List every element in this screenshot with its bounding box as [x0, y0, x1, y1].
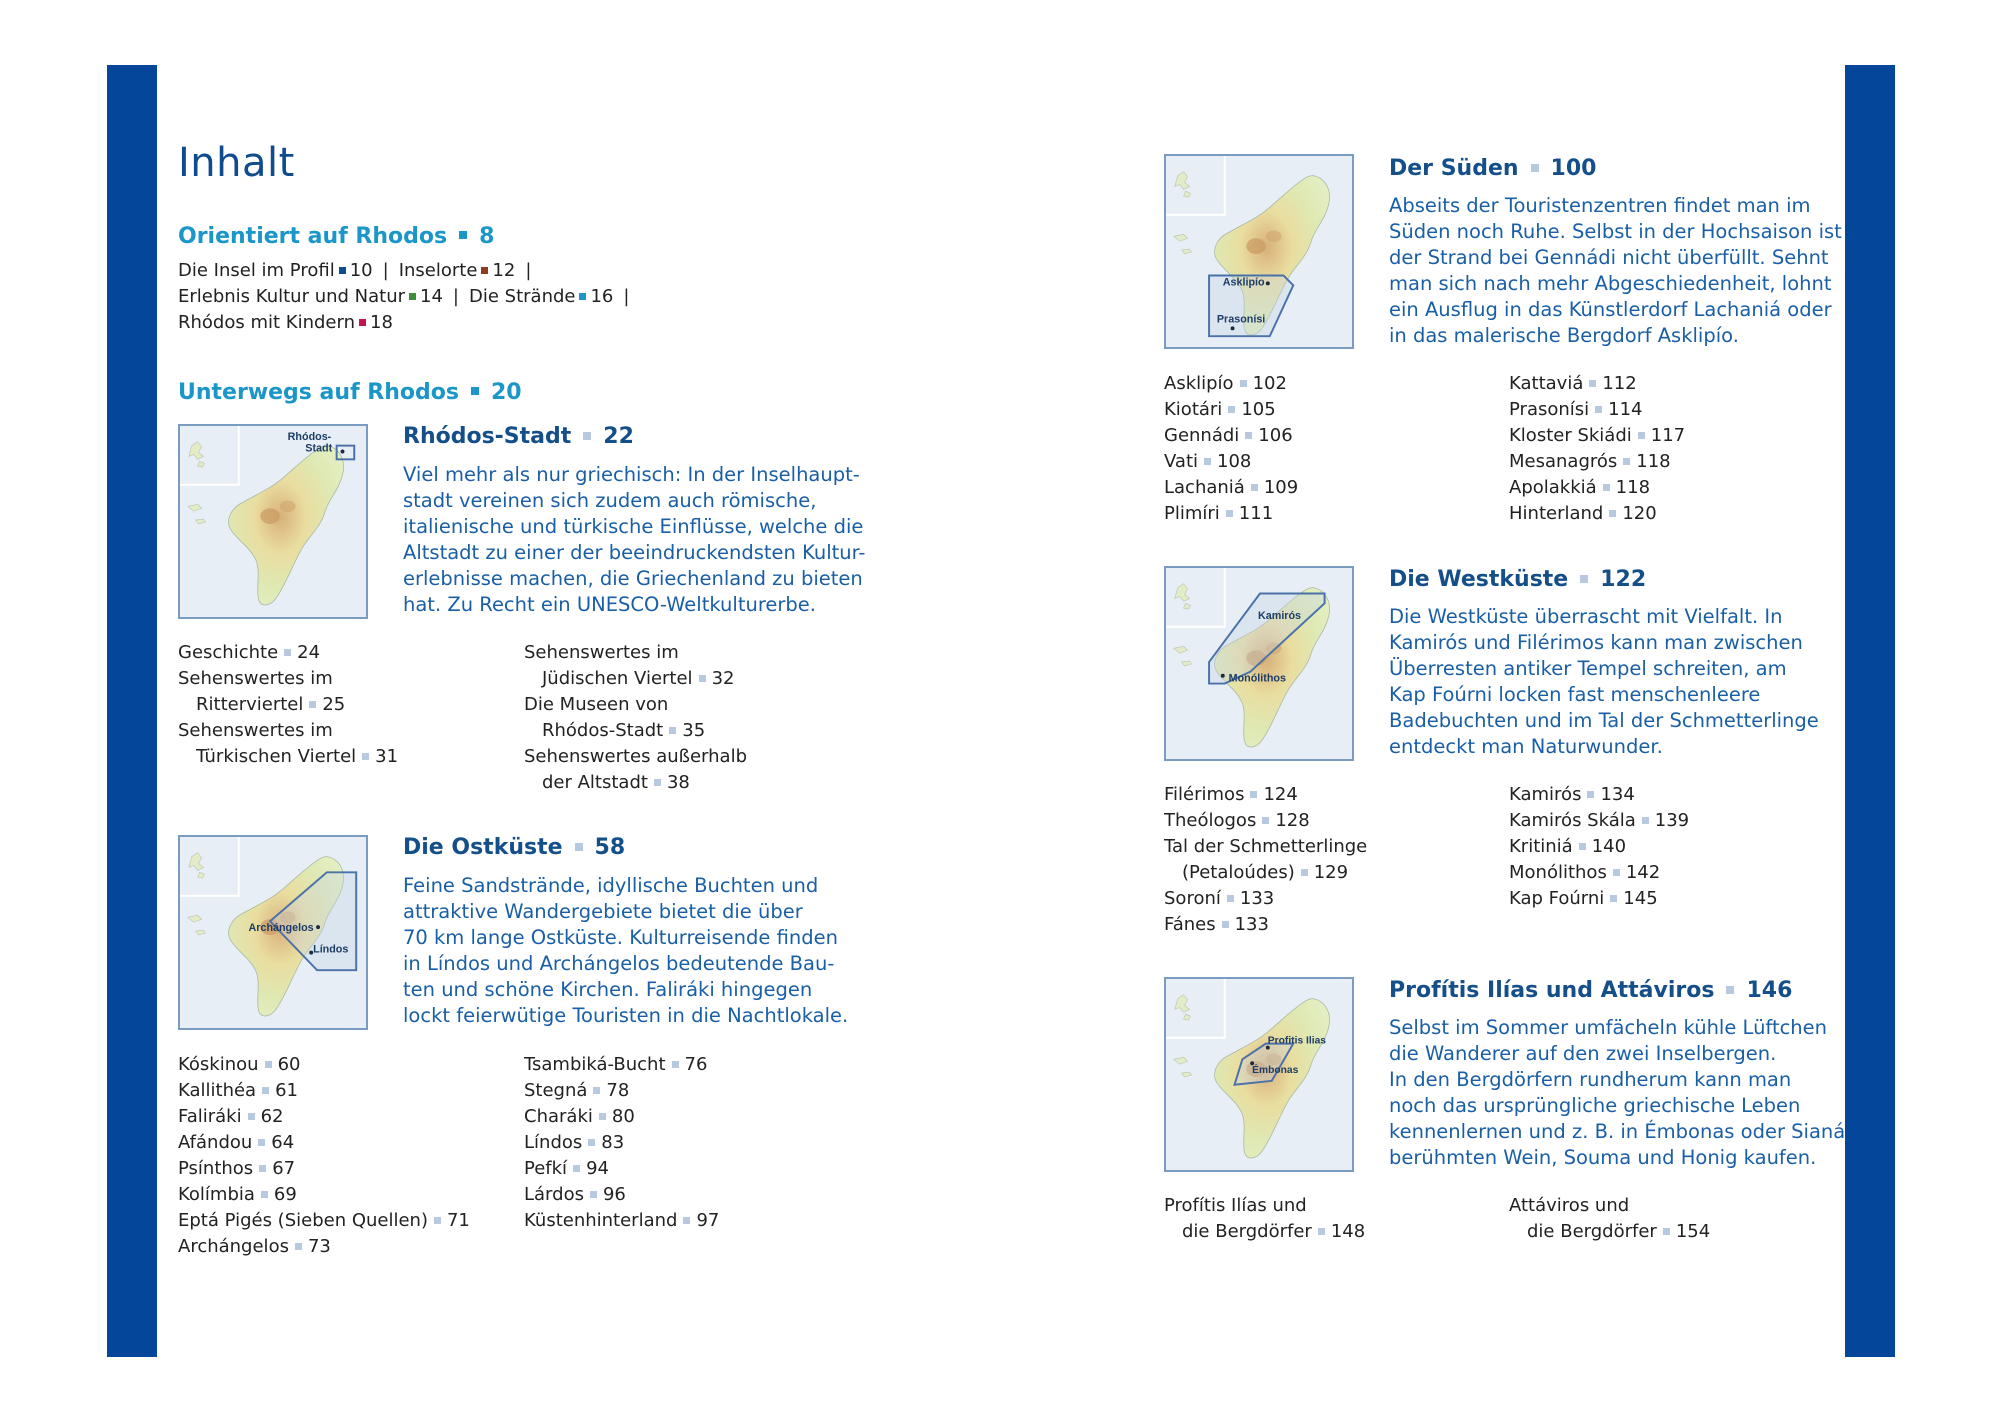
- toc-entry[interactable]: Pefkí 94: [524, 1158, 609, 1179]
- orientiert-line-3: [178, 310, 393, 336]
- chapter-sueden-list-col2: [1509, 371, 1685, 527]
- chapter-profitis-description: Selbst im Sommer umfächeln kühle Lüftchen die Wanderer auf den zwei Inselbergen. In den Bergdörfern rundherum kann man noch das ursprüngliche griechische Leben kennenlernen und z. B. in Émbonas oder Sianá berühmten Wein, Souma und Honig kaufen.: [1389, 1016, 1846, 1169]
- map-profitis-ilias: [1164, 977, 1354, 1172]
- toc-entry[interactable]: Sehenswertes im: [178, 720, 333, 741]
- section-orientiert[interactable]: [178, 224, 494, 249]
- toc-entry[interactable]: Die Insel im Profil 10: [178, 260, 373, 281]
- chapter-profitis-list-col2: [1509, 1193, 1710, 1245]
- section-unterwegs-label: Unterwegs auf Rhodos: [178, 380, 459, 405]
- map-label: Líndos: [313, 943, 349, 956]
- chapter-marker: [583, 432, 591, 440]
- toc-entry[interactable]: Türkischen Viertel 31: [196, 746, 399, 767]
- toc-entry[interactable]: Tsambiká-Bucht 76: [524, 1054, 708, 1075]
- toc-entry[interactable]: Kritiniá 140: [1509, 836, 1627, 857]
- toc-entry[interactable]: Kamirós 134: [1509, 784, 1635, 805]
- toc-entry[interactable]: Küstenhinterland 97: [524, 1210, 720, 1231]
- toc-entry[interactable]: Prasonísi 114: [1509, 399, 1643, 420]
- color-marker: [409, 293, 416, 300]
- chapter-rhodos-title[interactable]: Rhódos-Stadt 22: [403, 424, 634, 449]
- toc-entry[interactable]: Ritterviertel 25: [196, 694, 346, 715]
- map-westkueste: [1164, 566, 1354, 761]
- chapter-ostkueste-title[interactable]: Die Ostküste 58: [403, 835, 626, 860]
- toc-entry[interactable]: Psínthos 67: [178, 1158, 296, 1179]
- chapter-sueden-description: Abseits der Touristenzentren findet man im Süden noch Ruhe. Selbst in der Hochsaison ist der Strand bei Gennádi nicht überfüllt. Sehnt man sich nach mehr Abgeschiedenheit, lohnt ein Ausflug in das Künstlerdorf Lachaniá oder in das malerische Bergdorf Asklipío.: [1389, 194, 1842, 347]
- map-ostkueste: [178, 835, 368, 1030]
- toc-entry[interactable]: Inselorte 12: [398, 260, 516, 281]
- section-orientiert-label: Orientiert auf Rhodos: [178, 224, 448, 249]
- orientiert-line-1: Die Insel im Profil 10 | Inselorte 12 |: [178, 260, 532, 281]
- color-marker: [339, 267, 346, 274]
- chapter-rhodos-list-col1: [178, 640, 398, 770]
- toc-entry[interactable]: Líndos 83: [524, 1132, 625, 1153]
- toc-entry[interactable]: Eptá Pigés (Sieben Quellen) 71: [178, 1210, 470, 1231]
- toc-entry[interactable]: Die Museen von: [524, 694, 669, 715]
- chapter-marker: [1531, 164, 1539, 172]
- toc-entry[interactable]: Kloster Skiádi 117: [1509, 425, 1686, 446]
- map-label: Rhódos-: [287, 430, 332, 443]
- toc-entry[interactable]: Lárdos 96: [524, 1184, 626, 1205]
- toc-entry[interactable]: Kolímbia 69: [178, 1184, 297, 1205]
- chapter-ostkueste-list-col2: [524, 1052, 719, 1234]
- toc-entry[interactable]: Kallithéa 61: [178, 1080, 298, 1101]
- left-page-edge-bar: [107, 65, 157, 1357]
- chapter-ostkueste-list-col1: [178, 1052, 470, 1260]
- map-label: Prasonísi: [1216, 313, 1266, 326]
- map-label: Monólithos: [1228, 672, 1286, 685]
- chapter-marker: [1580, 575, 1588, 583]
- section-unterwegs-page: 20: [490, 380, 522, 405]
- toc-entry[interactable]: Sehenswertes im: [524, 642, 679, 663]
- toc-entry[interactable]: Rhódos mit Kindern 18: [178, 312, 393, 333]
- map-label: Profitis Ilias: [1267, 1035, 1327, 1047]
- toc-entry[interactable]: Erlebnis Kultur und Natur 14: [178, 286, 443, 307]
- chapter-westkueste-list-col1: [1164, 782, 1367, 938]
- toc-entry[interactable]: der Altstadt 38: [542, 772, 690, 793]
- toc-entry[interactable]: die Bergdörfer 154: [1527, 1221, 1711, 1242]
- toc-entry[interactable]: Soroní 133: [1164, 888, 1275, 909]
- toc-entry[interactable]: Apolakkiá 118: [1509, 477, 1651, 498]
- section-marker: [459, 231, 467, 239]
- color-marker: [579, 293, 586, 300]
- map-label: Asklipío: [1222, 276, 1265, 289]
- toc-entry[interactable]: Die Strände 16: [469, 286, 614, 307]
- chapter-marker: [575, 843, 583, 851]
- toc-entry[interactable]: Kattaviá 112: [1509, 373, 1637, 394]
- chapter-rhodos-list-col2: [524, 640, 747, 796]
- toc-entry[interactable]: Jüdischen Viertel 32: [542, 668, 735, 689]
- page-title: Inhalt: [178, 140, 295, 186]
- section-unterwegs[interactable]: [178, 380, 522, 405]
- chapter-sueden-list-col1: [1164, 371, 1298, 527]
- chapter-westkueste-description: Die Westküste überrascht mit Vielfalt. In Kamirós und Filérimos kann man zwischen Überresten antiker Tempel schreiten, am Kap Foúrni locken fast menschenleere Badebuchten und im Tal der Schmetterlinge entdeckt man Naturwunder.: [1389, 605, 1819, 758]
- toc-entry[interactable]: die Bergdörfer 148: [1182, 1221, 1366, 1242]
- toc-entry[interactable]: Geschichte 24: [178, 642, 321, 663]
- toc-entry[interactable]: Archángelos 73: [178, 1236, 331, 1257]
- map-label: Stadt: [305, 442, 333, 455]
- toc-entry[interactable]: Sehenswertes außerhalb: [524, 746, 747, 767]
- toc-entry[interactable]: Filérimos 124: [1164, 784, 1298, 805]
- toc-entry[interactable]: Monólithos 142: [1509, 862, 1661, 883]
- chapter-ostkueste-description: Feine Sandstrände, idyllische Buchten und attraktive Wandergebiete bietet die über 70 km lange Ostküste. Kulturreisende finden in Líndos und Archángelos bedeutende Bau- ten und schöne Kirchen. Faliráki hingegen lockt feierwütige Touristen in die Nachtlokale.: [403, 874, 849, 1027]
- toc-entry[interactable]: Asklipío 102: [1164, 373, 1287, 394]
- toc-entry[interactable]: Gennádi 106: [1164, 425, 1293, 446]
- toc-entry[interactable]: Tal der Schmetterlinge: [1164, 836, 1368, 857]
- color-marker: [481, 267, 488, 274]
- toc-entry[interactable]: Kóskinou 60: [178, 1054, 301, 1075]
- map-label: Kamirós: [1258, 609, 1302, 622]
- map-sueden: [1164, 154, 1354, 349]
- toc-entry[interactable]: Stegná 78: [524, 1080, 630, 1101]
- toc-entry[interactable]: Plimíri 111: [1164, 503, 1274, 524]
- section-marker: [471, 387, 479, 395]
- toc-entry[interactable]: Kamirós Skála 139: [1509, 810, 1690, 831]
- toc-entry[interactable]: Kiotári 105: [1164, 399, 1276, 420]
- toc-entry[interactable]: Lachaniá 109: [1164, 477, 1299, 498]
- toc-entry[interactable]: Afándou 64: [178, 1132, 295, 1153]
- map-label: Émbonas: [1252, 1065, 1299, 1077]
- map-rhodos-stadt: [178, 424, 368, 619]
- toc-entry[interactable]: Kap Foúrni 145: [1509, 888, 1658, 909]
- toc-entry[interactable]: Charáki 80: [524, 1106, 635, 1127]
- toc-entry[interactable]: Theólogos 128: [1164, 810, 1310, 831]
- toc-entry[interactable]: Mesanagrós 118: [1509, 451, 1671, 472]
- toc-entry[interactable]: Sehenswertes im: [178, 668, 333, 689]
- chapter-westkueste-title[interactable]: Die Westküste 122: [1389, 567, 1647, 592]
- orientiert-line-2: Erlebnis Kultur und Natur 14 | Die Strände 16 |: [178, 286, 630, 307]
- right-page-edge-bar: [1845, 65, 1895, 1357]
- chapter-westkueste-list-col2: [1509, 782, 1689, 912]
- section-orientiert-page: 8: [479, 224, 495, 249]
- toc-entry[interactable]: Fánes 133: [1164, 914, 1269, 935]
- toc-entry[interactable]: (Petaloúdes) 129: [1182, 862, 1349, 883]
- map-label: Archángelos: [248, 922, 314, 935]
- chapter-rhodos-description: Viel mehr als nur griechisch: In der Inselhaupt- stadt vereinen sich zudem auch römische, italienische und türkische Einflüsse, welche die Altstadt zu einer der beeindruckendsten Kultur- erlebnisse machen, die Griechenland zu bieten hat. Zu Recht ein UNESCO-Weltkulturerbe.: [403, 463, 866, 616]
- toc-entry[interactable]: Attáviros und: [1509, 1195, 1630, 1216]
- chapter-marker: [1726, 986, 1734, 994]
- toc-entry[interactable]: Hinterland 120: [1509, 503, 1657, 524]
- chapter-sueden-title[interactable]: Der Süden 100: [1389, 156, 1597, 181]
- toc-entry[interactable]: Faliráki 62: [178, 1106, 284, 1127]
- chapter-profitis-title[interactable]: Profítis Ilías und Attáviros 146: [1389, 978, 1793, 1003]
- toc-entry[interactable]: Vati 108: [1164, 451, 1252, 472]
- color-marker: [359, 319, 366, 326]
- toc-entry[interactable]: Profítis Ilías und: [1164, 1195, 1307, 1216]
- toc-entry[interactable]: Rhódos-Stadt 35: [542, 720, 706, 741]
- chapter-profitis-list-col1: [1164, 1193, 1365, 1245]
